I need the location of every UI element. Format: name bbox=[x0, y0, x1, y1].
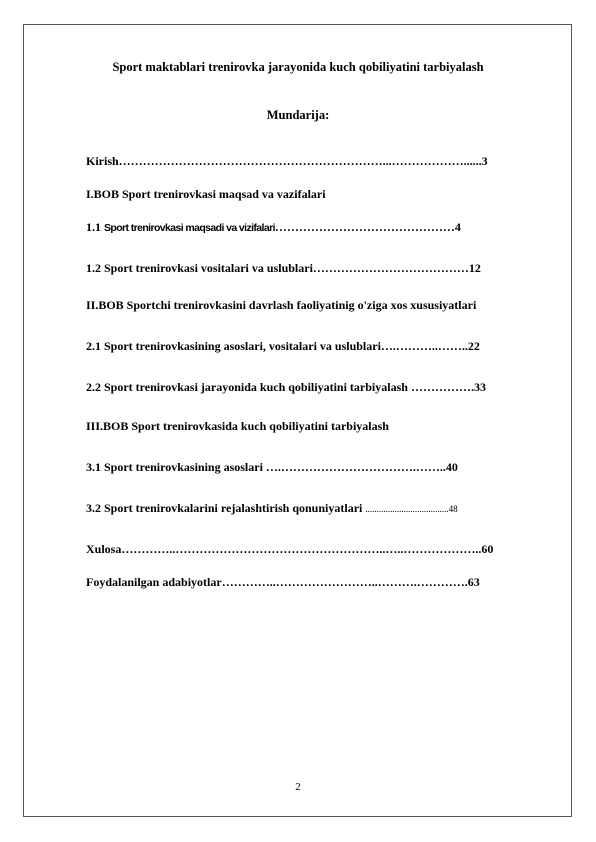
toc-entry-label: 3.2 Sport trenirovkalarini rejalashtirish qonuniyatlari bbox=[86, 501, 366, 515]
toc-entry-number: 1.1 bbox=[86, 220, 104, 234]
toc-entry-1-1[interactable] bbox=[86, 221, 461, 234]
toc-entry-2-2[interactable]: 2.2 Sport trenirovkasi jarayonida kuch qobiliyatini tarbiyalash …………….33 bbox=[86, 380, 486, 394]
toc-entry-label: Sport trenirovkasi maqsadi va vizifalari bbox=[104, 222, 275, 234]
toc-entry-references[interactable]: Foydalanilgan adabiyotlar…………..……………………..……….………….63 bbox=[86, 575, 480, 589]
document-title: Sport maktablari trenirovka jarayonida kuch qobiliyatini tarbiyalash bbox=[112, 60, 484, 74]
page-number: 2 bbox=[295, 781, 301, 793]
toc-chapter-2[interactable]: II.BOB Sportchi trenirovkasini davrlash faoliyatinig o'ziga xos xususiyatlari bbox=[86, 298, 477, 312]
toc-entry-1-2[interactable]: 1.2 Sport trenirovkasi vositalari va uslublari…………………………………12 bbox=[86, 261, 481, 275]
toc-entry-3-1[interactable]: 3.1 Sport trenirovkasining asoslari ….…………………………….……..40 bbox=[86, 460, 458, 474]
toc-entry-conclusion[interactable]: Xulosa…………..……………………………………………..…..………………..60 bbox=[86, 542, 494, 556]
toc-entry-introduction[interactable]: Kirish…………………………………………………………...………………......3 bbox=[86, 154, 488, 168]
toc-chapter-1[interactable]: I.BOB Sport trenirovkasi maqsad va vazifalari bbox=[86, 187, 326, 201]
toc-entry-3-2[interactable] bbox=[86, 502, 458, 514]
contents-heading: Mundarija: bbox=[266, 108, 330, 122]
toc-entry-leader: .....................................48 bbox=[365, 504, 458, 514]
toc-entry-leader: ………………………………………4 bbox=[274, 220, 461, 234]
toc-entry-2-1[interactable]: 2.1 Sport trenirovkasining asoslari, vositalari va uslublari….………..……..22 bbox=[86, 339, 480, 353]
toc-chapter-3[interactable]: III.BOB Sport trenirovkasida kuch qobiliyatini tarbiyalash bbox=[86, 419, 389, 433]
